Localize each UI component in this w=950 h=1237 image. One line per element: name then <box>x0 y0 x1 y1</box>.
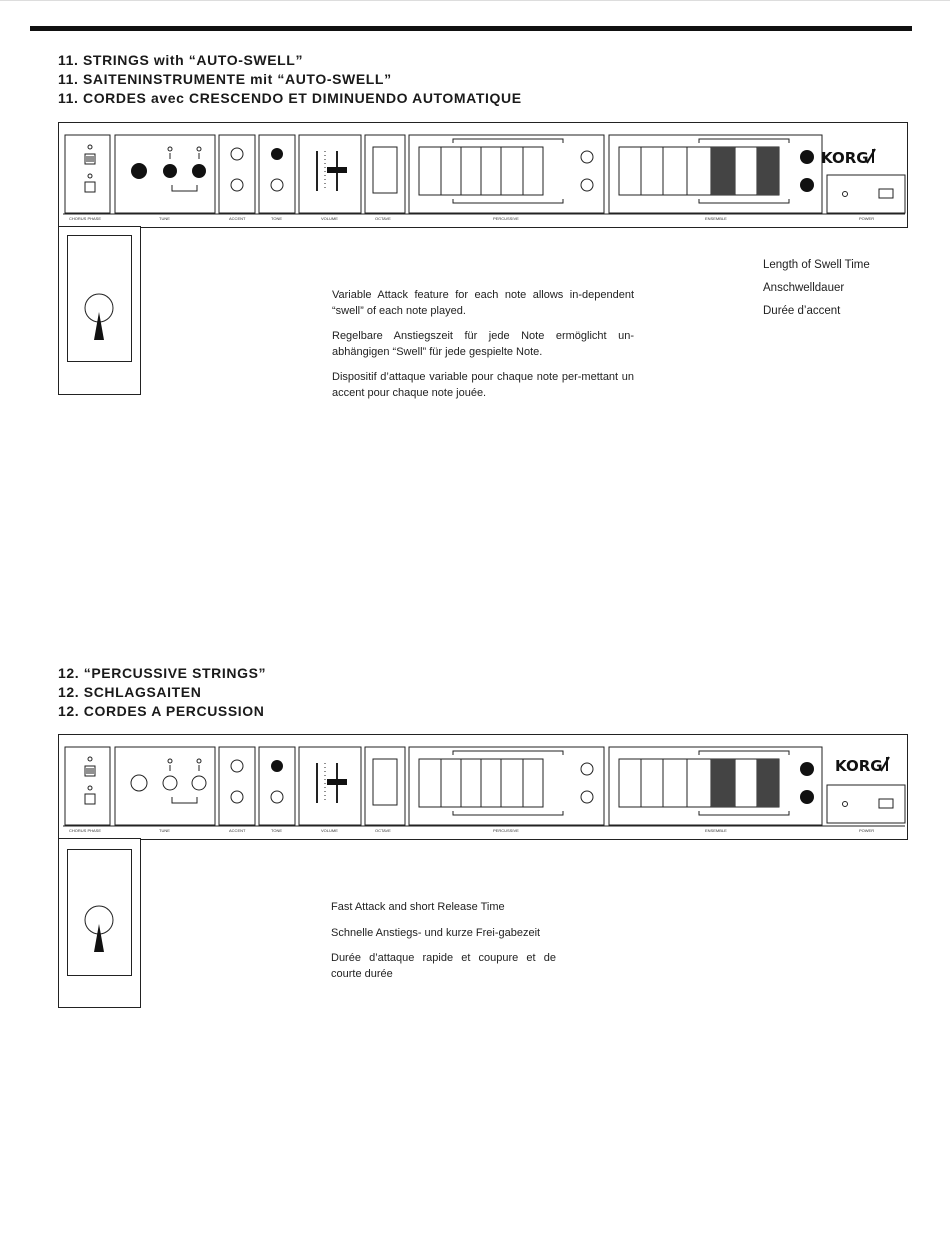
label-volume: VOLUME <box>321 216 338 221</box>
swell-label-en: Length of Swell Time <box>763 259 870 271</box>
label-tone: TONE <box>271 216 283 221</box>
volume-slider-icon <box>327 167 347 173</box>
knob-detail-frame <box>67 849 132 976</box>
heading-de: 11. SAITENINSTRUMENTE mit “AUTO-SWELL” <box>58 71 392 87</box>
tune-knob-icon <box>131 775 147 791</box>
accent-section <box>219 135 255 213</box>
ensemble-knob-icon <box>800 762 814 776</box>
heading-fr: 12. CORDES A PERCUSSION <box>58 703 265 719</box>
header-rule <box>30 26 912 31</box>
label-volume: VOLUME <box>321 828 338 833</box>
chorus-phase-section <box>65 747 110 825</box>
volume-section <box>299 747 361 825</box>
section-11-description <box>332 288 634 411</box>
swell-time-labels <box>763 254 870 323</box>
percussive-knob-icon <box>581 791 593 803</box>
accent-knob-icon <box>231 148 243 160</box>
page-top-edge <box>0 0 950 1</box>
tune-knob-icon <box>192 164 206 178</box>
swell-label-fr: Durée d’accent <box>763 305 841 317</box>
attack-knob-icon <box>68 236 131 361</box>
percussive-knob-icon <box>581 151 593 163</box>
percussive-knob-icon <box>581 763 593 775</box>
ensemble-knob-icon <box>800 790 814 804</box>
description-de: Regelbare Anstiegszeit für jede Note ermöglicht un-abhängigen “Swell” für jede gespielte Note. <box>332 330 634 358</box>
accent-section <box>219 747 255 825</box>
label-percussive: PERCUSSIVE <box>493 828 519 833</box>
heading-de: 12. SCHLAGSAITEN <box>58 684 202 700</box>
chorus-phase-section <box>65 135 110 213</box>
label-tone: TONE <box>271 828 283 833</box>
label-octave: OCTAVE <box>375 828 391 833</box>
tune-knob-icon <box>192 776 206 790</box>
accent-knob-icon <box>231 791 243 803</box>
knob-detail-frame <box>67 235 132 362</box>
tone-section <box>259 747 295 825</box>
tone-knob-icon <box>271 179 283 191</box>
description-en: Variable Attack feature for each note allows in-dependent “swell” of each note played. <box>332 289 634 317</box>
control-panel-illustration <box>58 734 908 840</box>
label-ensemble: ENSEMBLE <box>705 216 727 221</box>
label-power: POWER <box>859 828 875 833</box>
attack-knob-detail <box>58 226 141 395</box>
heading-fr: 11. CORDES avec CRESCENDO ET DIMINUENDO AUTOMATIQUE <box>58 90 522 106</box>
description-en: Fast Attack and short Release Time <box>331 901 505 913</box>
tone-knob-icon <box>271 148 283 160</box>
label-chorus-phase: CHORUS PHASE <box>69 828 102 833</box>
label-tune: TUNE <box>159 216 170 221</box>
ensemble-keys <box>619 147 779 195</box>
brand-logo: KORG <box>821 149 869 167</box>
section-12-description <box>331 900 556 992</box>
ensemble-knob-icon <box>800 178 814 192</box>
tune-knob-icon <box>163 164 177 178</box>
panel-drawing <box>59 735 909 841</box>
volume-slider-icon <box>327 779 347 785</box>
section-12-heading <box>58 664 266 721</box>
brand-logo: KORG <box>835 757 883 775</box>
ensemble-knob-icon <box>800 150 814 164</box>
power-switch-icon <box>879 799 893 808</box>
tune-knob-icon <box>163 776 177 790</box>
accent-knob-icon <box>231 760 243 772</box>
control-panel-illustration <box>58 122 908 228</box>
label-tune: TUNE <box>159 828 170 833</box>
attack-knob-detail <box>58 838 141 1008</box>
label-accent: ACCENT <box>229 216 246 221</box>
phase-switch-icon <box>85 794 95 804</box>
phase-switch-icon <box>85 182 95 192</box>
description-de: Schnelle Anstiegs- und kurze Frei-gabezeit <box>331 926 541 939</box>
tone-knob-icon <box>271 760 283 772</box>
description-fr: Dispositif d’attaque variable pour chaque note per-mettant un accent pour chaque note jouée. <box>332 371 634 399</box>
label-chorus-phase: CHORUS PHASE <box>69 216 102 221</box>
power-switch-icon <box>879 189 893 198</box>
label-octave: OCTAVE <box>375 216 391 221</box>
tune-section <box>115 747 215 825</box>
label-ensemble: ENSEMBLE <box>705 828 727 833</box>
ensemble-keys <box>619 759 779 807</box>
attack-knob-icon <box>68 850 131 975</box>
section-11-heading <box>58 51 522 108</box>
label-percussive: PERCUSSIVE <box>493 216 519 221</box>
heading-en: 11. STRINGS with “AUTO-SWELL” <box>58 52 304 68</box>
tone-knob-icon <box>271 791 283 803</box>
swell-label-de: Anschwelldauer <box>763 282 845 294</box>
panel-drawing <box>59 123 909 229</box>
label-power: POWER <box>859 216 875 221</box>
accent-knob-icon <box>231 179 243 191</box>
tone-section <box>259 135 295 213</box>
volume-section <box>299 135 361 213</box>
percussive-knob-icon <box>581 179 593 191</box>
heading-en: 12. “PERCUSSIVE STRINGS” <box>58 665 267 681</box>
tune-knob-icon <box>131 163 147 179</box>
description-fr: Durée d’attaque rapide et coupure et de courte durée <box>331 952 556 980</box>
label-accent: ACCENT <box>229 828 246 833</box>
